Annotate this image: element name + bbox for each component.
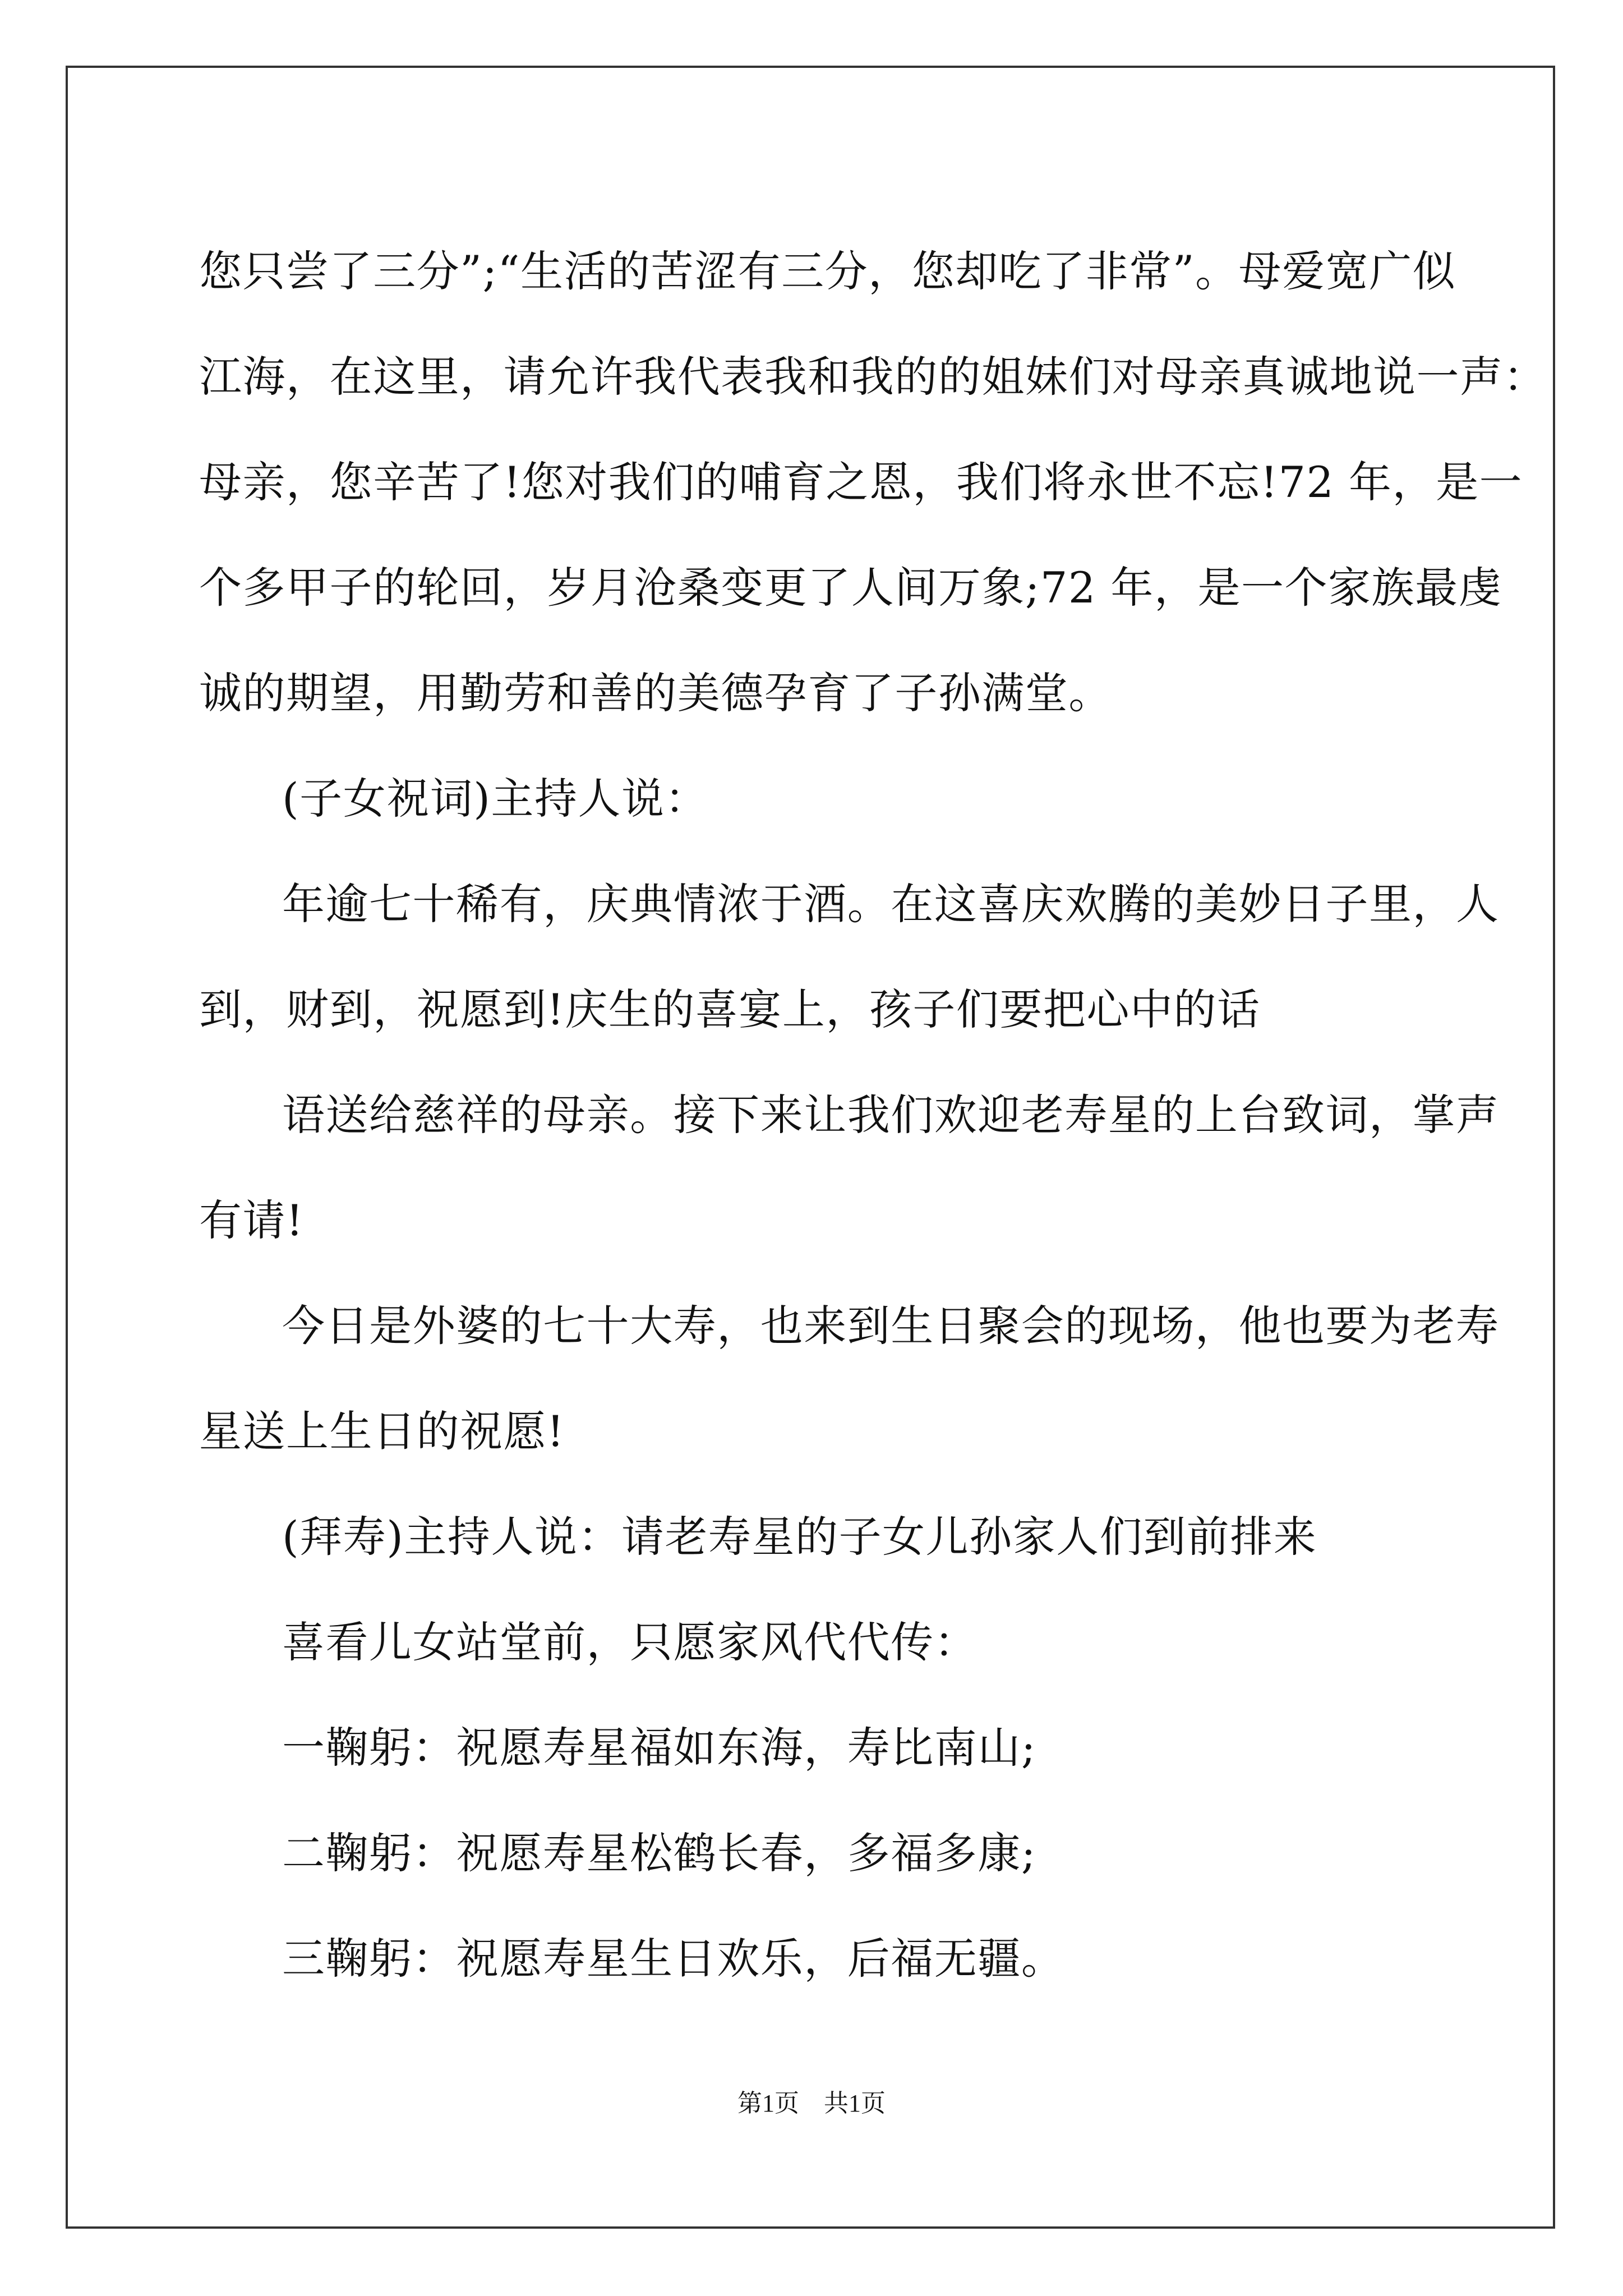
text-line: 诚的期望，用勤劳和善的美德孕育了子孙满堂。: [199, 668, 1112, 718]
text-line: 您只尝了三分”;“生活的苦涩有三分，您却吃了非常”。母爱宽广似: [199, 246, 1456, 296]
text-line: 二鞠躬：祝愿寿星松鹤长春，多福多康;: [282, 1828, 1036, 1878]
text-line: 到，财到，祝愿到!庆生的喜宴上，孩子们要把心中的话: [199, 984, 1261, 1034]
text-line: 母亲，您辛苦了!您对我们的哺育之恩，我们将永世不忘!72 年，是一: [199, 457, 1523, 507]
page-footer: 第1页 共1页: [737, 2090, 886, 2117]
text-line: 星送上生日的祝愿!: [199, 1406, 565, 1456]
text-line: (拜寿)主持人说：请老寿星的子女儿孙家人们到前排来: [282, 1512, 1317, 1562]
text-line: 有请!: [199, 1195, 305, 1245]
text-line: 语送给慈祥的母亲。接下来让我们欢迎老寿星的上台致词，掌声: [282, 1090, 1500, 1140]
text-line: 年逾七十稀有，庆典情浓于酒。在这喜庆欢腾的美妙日子里，人: [282, 879, 1500, 929]
text-line: 今日是外婆的七十大寿，也来到生日聚会的现场，他也要为老寿: [282, 1301, 1500, 1351]
text-line: 一鞠躬：祝愿寿星福如东海，寿比南山;: [282, 1723, 1036, 1773]
text-line: (子女祝词)主持人说：: [282, 774, 709, 823]
text-line: 江海，在这里，请允许我代表我和我的的姐妹们对母亲真诚地说一声：: [199, 352, 1547, 402]
text-line: 三鞠躬：祝愿寿星生日欢乐，后福无疆。: [282, 1934, 1065, 1984]
text-line: 喜看儿女站堂前，只愿家风代代传：: [282, 1617, 978, 1667]
document-body: [199, 219, 1547, 2012]
text-line: 个多甲子的轮回，岁月沧桑变更了人间万象;72 年，是一个家族最虔: [199, 563, 1502, 613]
